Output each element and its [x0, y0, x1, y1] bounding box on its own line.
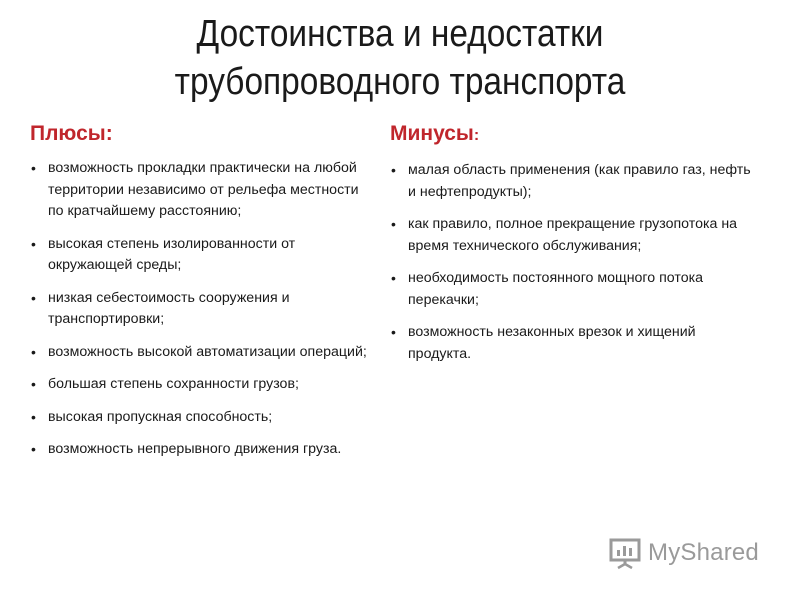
list-item	[390, 268, 760, 311]
slide-title	[48, 10, 752, 106]
pros-list	[30, 158, 370, 461]
pros-column	[30, 120, 370, 472]
bullet-icon: •	[391, 162, 396, 178]
list-item-text: как правило, полное прекращение грузопотока на время технического обслуживания;	[408, 216, 738, 254]
list-item	[30, 234, 370, 277]
myshared-logo[interactable]	[608, 535, 759, 571]
list-item	[30, 407, 370, 429]
presentation-board-icon	[608, 536, 642, 570]
list-item	[30, 439, 370, 461]
bullet-icon: •	[31, 235, 36, 252]
list-item-text: возможность прокладки практически на любой территории независимо от рельефа местности по кратчайшему расстоянию;	[48, 160, 359, 219]
bullet-icon: •	[391, 270, 396, 286]
list-item-text: большая степень сохранности грузов;	[48, 376, 299, 392]
bullet-icon: •	[31, 289, 36, 306]
bullet-icon: •	[31, 408, 36, 425]
slide-title-line-2: трубопроводного транспорта	[174, 61, 626, 103]
list-item-text: высокая степень изолированности от окружающей среды;	[48, 235, 296, 273]
bullet-icon: •	[31, 160, 36, 176]
bullet-icon: •	[31, 441, 36, 457]
list-item	[30, 288, 370, 331]
cons-heading-colon: :	[473, 127, 480, 144]
logo-text: MyShared	[648, 539, 759, 566]
cons-list	[390, 160, 760, 365]
list-item	[30, 342, 370, 364]
cons-heading-text: Минусы	[390, 122, 474, 145]
list-item-text: малая область применения (как правило газ, нефть и нефтепродукты);	[408, 162, 751, 200]
bullet-icon: •	[391, 324, 396, 340]
list-item	[30, 374, 370, 396]
list-item	[390, 160, 760, 203]
bullet-icon: •	[31, 343, 36, 360]
slide-title-line-1: Достоинства и недостатки	[196, 13, 604, 55]
cons-column	[390, 120, 760, 376]
pros-heading: Плюсы:	[30, 122, 113, 145]
list-item-text: возможность незаконных врезок и хищений продукта.	[408, 324, 696, 362]
list-item-text: возможность высокой автоматизации операций;	[48, 343, 367, 360]
list-item-text: высокая пропускная способность;	[48, 408, 273, 425]
list-item-text: низкая себестоимость сооружения и транспортировки;	[48, 289, 290, 327]
cons-heading	[390, 120, 760, 150]
list-item	[390, 214, 760, 257]
bullet-icon: •	[31, 376, 36, 392]
list-item	[30, 158, 370, 223]
bullet-icon: •	[391, 216, 396, 232]
list-item-text: возможность непрерывного движения груза.	[48, 441, 342, 457]
list-item-text: необходимость постоянного мощного потока перекачки;	[408, 270, 704, 308]
list-item	[390, 322, 760, 365]
